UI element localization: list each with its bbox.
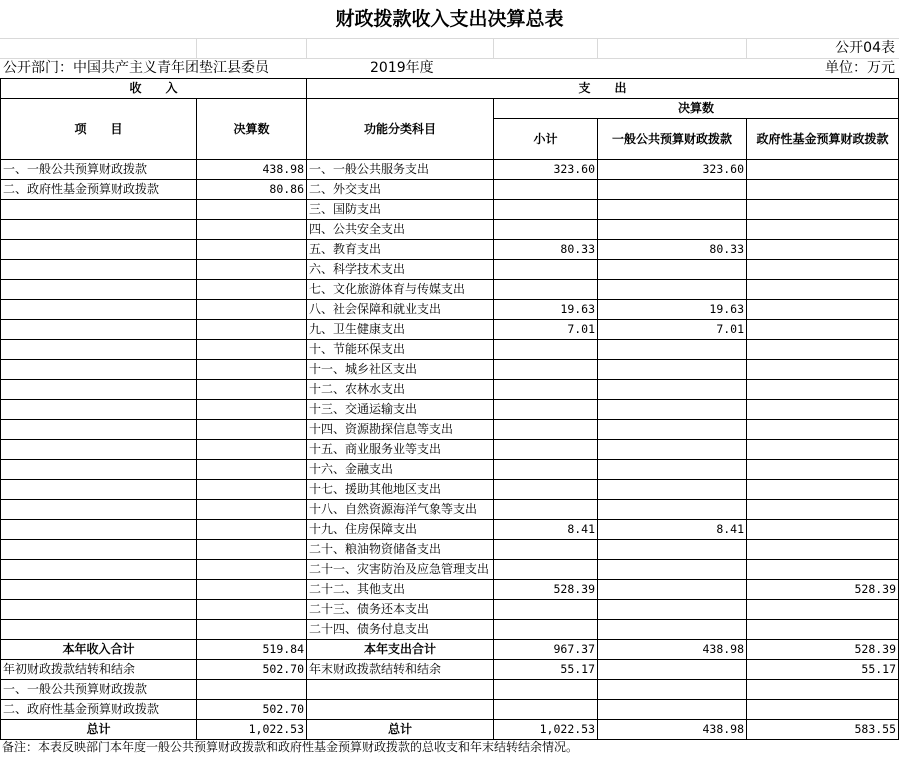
expense-general-cell [598,500,747,520]
grand-total-expense-subtotal: 1,022.53 [494,720,598,740]
income-item-cell [1,200,197,220]
grand-total-expense-label: 总计 [307,720,494,740]
table-row [1,700,899,720]
expense-general-cell: 8.41 [598,520,747,540]
expense-subtotal-cell [494,420,598,440]
table-row [1,280,899,300]
income-item-cell: 二、政府性基金预算财政拨款 [1,180,197,200]
expense-fund-cell [747,500,899,520]
expense-general-cell [598,260,747,280]
expense-subtotal-cell [494,260,598,280]
begin-fund-label: 二、政府性基金预算财政拨款 [1,700,197,720]
end-balance-label: 年末财政拨款结转和结余 [307,660,494,680]
budget-table [0,78,899,740]
expense-subtotal-cell: 528.39 [494,580,598,600]
table-row [1,640,899,660]
expense-subtotal-cell: 323.60 [494,160,598,180]
expense-general-cell [598,340,747,360]
year-expense-general: 438.98 [598,640,747,660]
end-balance-subtotal: 55.17 [494,660,598,680]
expense-fund-cell [747,520,899,540]
department-label: 公开部门：中国共产主义青年团垫江县委员 [3,60,269,76]
expense-general-cell [598,360,747,380]
table-row [1,660,899,680]
income-item-cell [1,580,197,600]
expense-item-cell: 二十四、债务付息支出 [307,620,494,640]
table-body [1,160,899,640]
begin-general-label: 一、一般公共预算财政拨款 [1,680,197,700]
income-amount-cell [197,340,307,360]
income-item-cell [1,260,197,280]
expense-general-cell [598,440,747,460]
fiscal-year: 2019年度 [370,60,434,76]
expense-general-cell [598,180,747,200]
budget-amount-header: 决算数 [197,99,307,160]
expense-subtotal-cell [494,460,598,480]
expense-general-cell [598,200,747,220]
income-item-cell [1,240,197,260]
table-row [1,400,899,420]
table-row [1,200,899,220]
income-amount-cell [197,580,307,600]
expense-subtotal-cell: 7.01 [494,320,598,340]
expense-fund-cell [747,620,899,640]
expense-subtotal-cell [494,620,598,640]
expense-item-cell: 三、国防支出 [307,200,494,220]
year-expense-subtotal: 967.37 [494,640,598,660]
expense-item-cell: 二十三、债务还本支出 [307,600,494,620]
income-item-cell: 一、一般公共预算财政拨款 [1,160,197,180]
expense-item-cell: 十九、住房保障支出 [307,520,494,540]
end-balance-general [598,660,747,680]
expense-fund-cell [747,420,899,440]
expense-item-cell: 十二、农林水支出 [307,380,494,400]
table-row [1,420,899,440]
table-row [1,320,899,340]
table-row [1,460,899,480]
begin-fund-value: 502.70 [197,700,307,720]
expense-fund-cell [747,360,899,380]
expense-subtotal-cell [494,560,598,580]
income-amount-cell [197,420,307,440]
expense-fund-cell [747,600,899,620]
expense-subtotal-cell: 80.33 [494,240,598,260]
expense-subtotal-cell: 19.63 [494,300,598,320]
expense-subtotal-cell [494,540,598,560]
expense-general-cell [598,380,747,400]
expense-item-cell: 十八、自然资源海洋气象等支出 [307,500,494,520]
income-item-cell [1,340,197,360]
expense-general-cell [598,400,747,420]
expense-general-cell [598,220,747,240]
income-amount-cell [197,460,307,480]
expense-general-cell [598,480,747,500]
table-row [1,380,899,400]
income-item-cell [1,620,197,640]
income-item-cell [1,300,197,320]
expense-general-cell: 80.33 [598,240,747,260]
income-amount-cell [197,540,307,560]
income-amount-cell [197,240,307,260]
expense-general-cell: 323.60 [598,160,747,180]
expense-item-cell: 二十、粮油物资储备支出 [307,540,494,560]
table-row [1,520,899,540]
income-amount-cell [197,620,307,640]
income-item-cell [1,600,197,620]
footnote: 备注：本表反映部门本年度一般公共预算财政拨款和政府性基金预算财政拨款的总收支和年末结转结余情况。 [2,740,579,754]
table-row [1,500,899,520]
income-item-cell [1,560,197,580]
function-class-header: 功能分类科目 [307,99,494,160]
table-row [1,180,899,200]
table-row [1,680,899,700]
table-row [1,340,899,360]
table-row [1,580,899,600]
income-amount-cell [197,520,307,540]
expense-item-cell: 八、社会保障和就业支出 [307,300,494,320]
expense-fund-cell: 528.39 [747,580,899,600]
income-amount-cell [197,380,307,400]
table-row [1,560,899,580]
income-amount-cell [197,280,307,300]
expense-fund-cell [747,280,899,300]
table-row [1,600,899,620]
expense-item-cell: 十六、金融支出 [307,460,494,480]
expense-fund-cell [747,460,899,480]
income-amount-cell [197,480,307,500]
income-amount-cell: 438.98 [197,160,307,180]
grand-total-income-value: 1,022.53 [197,720,307,740]
expense-item-cell: 十三、交通运输支出 [307,400,494,420]
income-item-cell [1,480,197,500]
income-item-cell [1,440,197,460]
expense-subtotal-cell [494,380,598,400]
expense-subtotal-cell [494,500,598,520]
table-row [1,220,899,240]
expense-general-cell [598,280,747,300]
table-row [1,360,899,380]
expense-fund-cell [747,220,899,240]
table-row [1,480,899,500]
item-header: 项 目 [1,99,197,160]
expense-item-cell: 六、科学技术支出 [307,260,494,280]
final-amount-header: 决算数 [494,99,899,119]
income-item-cell [1,360,197,380]
grand-total-income-label: 总计 [1,720,197,740]
expense-subtotal-cell [494,340,598,360]
expense-item-cell: 二十一、灾害防治及应急管理支出 [307,560,494,580]
expense-general-cell [598,580,747,600]
table-row [1,720,899,740]
begin-balance-value: 502.70 [197,660,307,680]
expense-item-cell: 四、公共安全支出 [307,220,494,240]
table-row [1,440,899,460]
expense-subtotal-cell [494,440,598,460]
income-amount-cell [197,320,307,340]
table-row [1,300,899,320]
expense-subtotal-cell: 8.41 [494,520,598,540]
expense-general-cell [598,460,747,480]
expense-subtotal-cell [494,600,598,620]
expense-fund-cell [747,160,899,180]
income-item-cell [1,220,197,240]
expense-fund-cell [747,560,899,580]
table-row [1,540,899,560]
year-expense-fund: 528.39 [747,640,899,660]
income-amount-cell [197,360,307,380]
expense-general-cell: 7.01 [598,320,747,340]
year-expense-label: 本年支出合计 [307,640,494,660]
unit-label: 单位：万元 [825,60,895,76]
expense-item-cell: 五、教育支出 [307,240,494,260]
income-header: 收 入 [1,79,307,99]
income-item-cell [1,400,197,420]
table-row [1,240,899,260]
income-item-cell [1,280,197,300]
income-amount-cell [197,220,307,240]
expense-subtotal-cell [494,280,598,300]
expense-general-cell [598,600,747,620]
income-item-cell [1,460,197,480]
expense-general-cell [598,420,747,440]
begin-general-value [197,680,307,700]
income-amount-cell [197,500,307,520]
expense-item-cell: 二、外交支出 [307,180,494,200]
table-row [1,260,899,280]
expense-item-cell: 二十二、其他支出 [307,580,494,600]
expense-general-cell: 19.63 [598,300,747,320]
expense-fund-cell [747,340,899,360]
expense-item-cell: 七、文化旅游体育与传媒支出 [307,280,494,300]
expense-fund-cell [747,400,899,420]
report-info-bar [0,58,899,78]
grand-total-expense-general: 438.98 [598,720,747,740]
expense-item-cell: 十七、援助其他地区支出 [307,480,494,500]
income-item-cell [1,500,197,520]
expense-subtotal-cell [494,480,598,500]
expense-fund-cell [747,300,899,320]
income-item-cell [1,540,197,560]
expense-subtotal-cell [494,220,598,240]
income-amount-cell [197,400,307,420]
expense-subtotal-cell [494,180,598,200]
expense-subtotal-cell [494,400,598,420]
subtotal-header: 小计 [494,119,598,160]
expense-general-cell [598,620,747,640]
general-budget-header: 一般公共预算财政拨款 [598,119,747,160]
expense-item-cell: 十一、城乡社区支出 [307,360,494,380]
expense-general-cell [598,540,747,560]
expense-item-cell: 十、节能环保支出 [307,340,494,360]
income-item-cell [1,380,197,400]
expense-fund-cell [747,200,899,220]
gov-fund-header: 政府性基金预算财政拨款 [747,119,899,160]
expense-fund-cell [747,540,899,560]
begin-balance-label: 年初财政拨款结转和结余 [1,660,197,680]
expense-item-cell: 十四、资源勘探信息等支出 [307,420,494,440]
expense-subtotal-cell [494,200,598,220]
expense-fund-cell [747,480,899,500]
grand-total-expense-fund: 583.55 [747,720,899,740]
expense-general-cell [598,560,747,580]
expense-subtotal-cell [494,360,598,380]
income-amount-cell [197,260,307,280]
expense-item-cell: 一、一般公共服务支出 [307,160,494,180]
expense-fund-cell [747,380,899,400]
table-totals [1,640,899,740]
income-item-cell [1,420,197,440]
income-amount-cell [197,200,307,220]
income-amount-cell [197,600,307,620]
expense-fund-cell [747,180,899,200]
year-income-label: 本年收入合计 [1,640,197,660]
end-balance-fund: 55.17 [747,660,899,680]
income-amount-cell [197,300,307,320]
expense-item-cell: 九、卫生健康支出 [307,320,494,340]
expense-fund-cell [747,260,899,280]
expense-fund-cell [747,320,899,340]
table-row [1,620,899,640]
income-amount-cell: 80.86 [197,180,307,200]
form-number: 公开04表 [835,40,895,56]
income-item-cell [1,520,197,540]
income-amount-cell [197,440,307,460]
expense-fund-cell [747,240,899,260]
year-income-value: 519.84 [197,640,307,660]
income-amount-cell [197,560,307,580]
report-title: 财政拨款收入支出决算总表 [335,8,564,30]
expense-header: 支 出 [307,79,899,99]
income-item-cell [1,320,197,340]
table-row [1,160,899,180]
expense-item-cell: 十五、商业服务业等支出 [307,440,494,460]
expense-fund-cell [747,440,899,460]
